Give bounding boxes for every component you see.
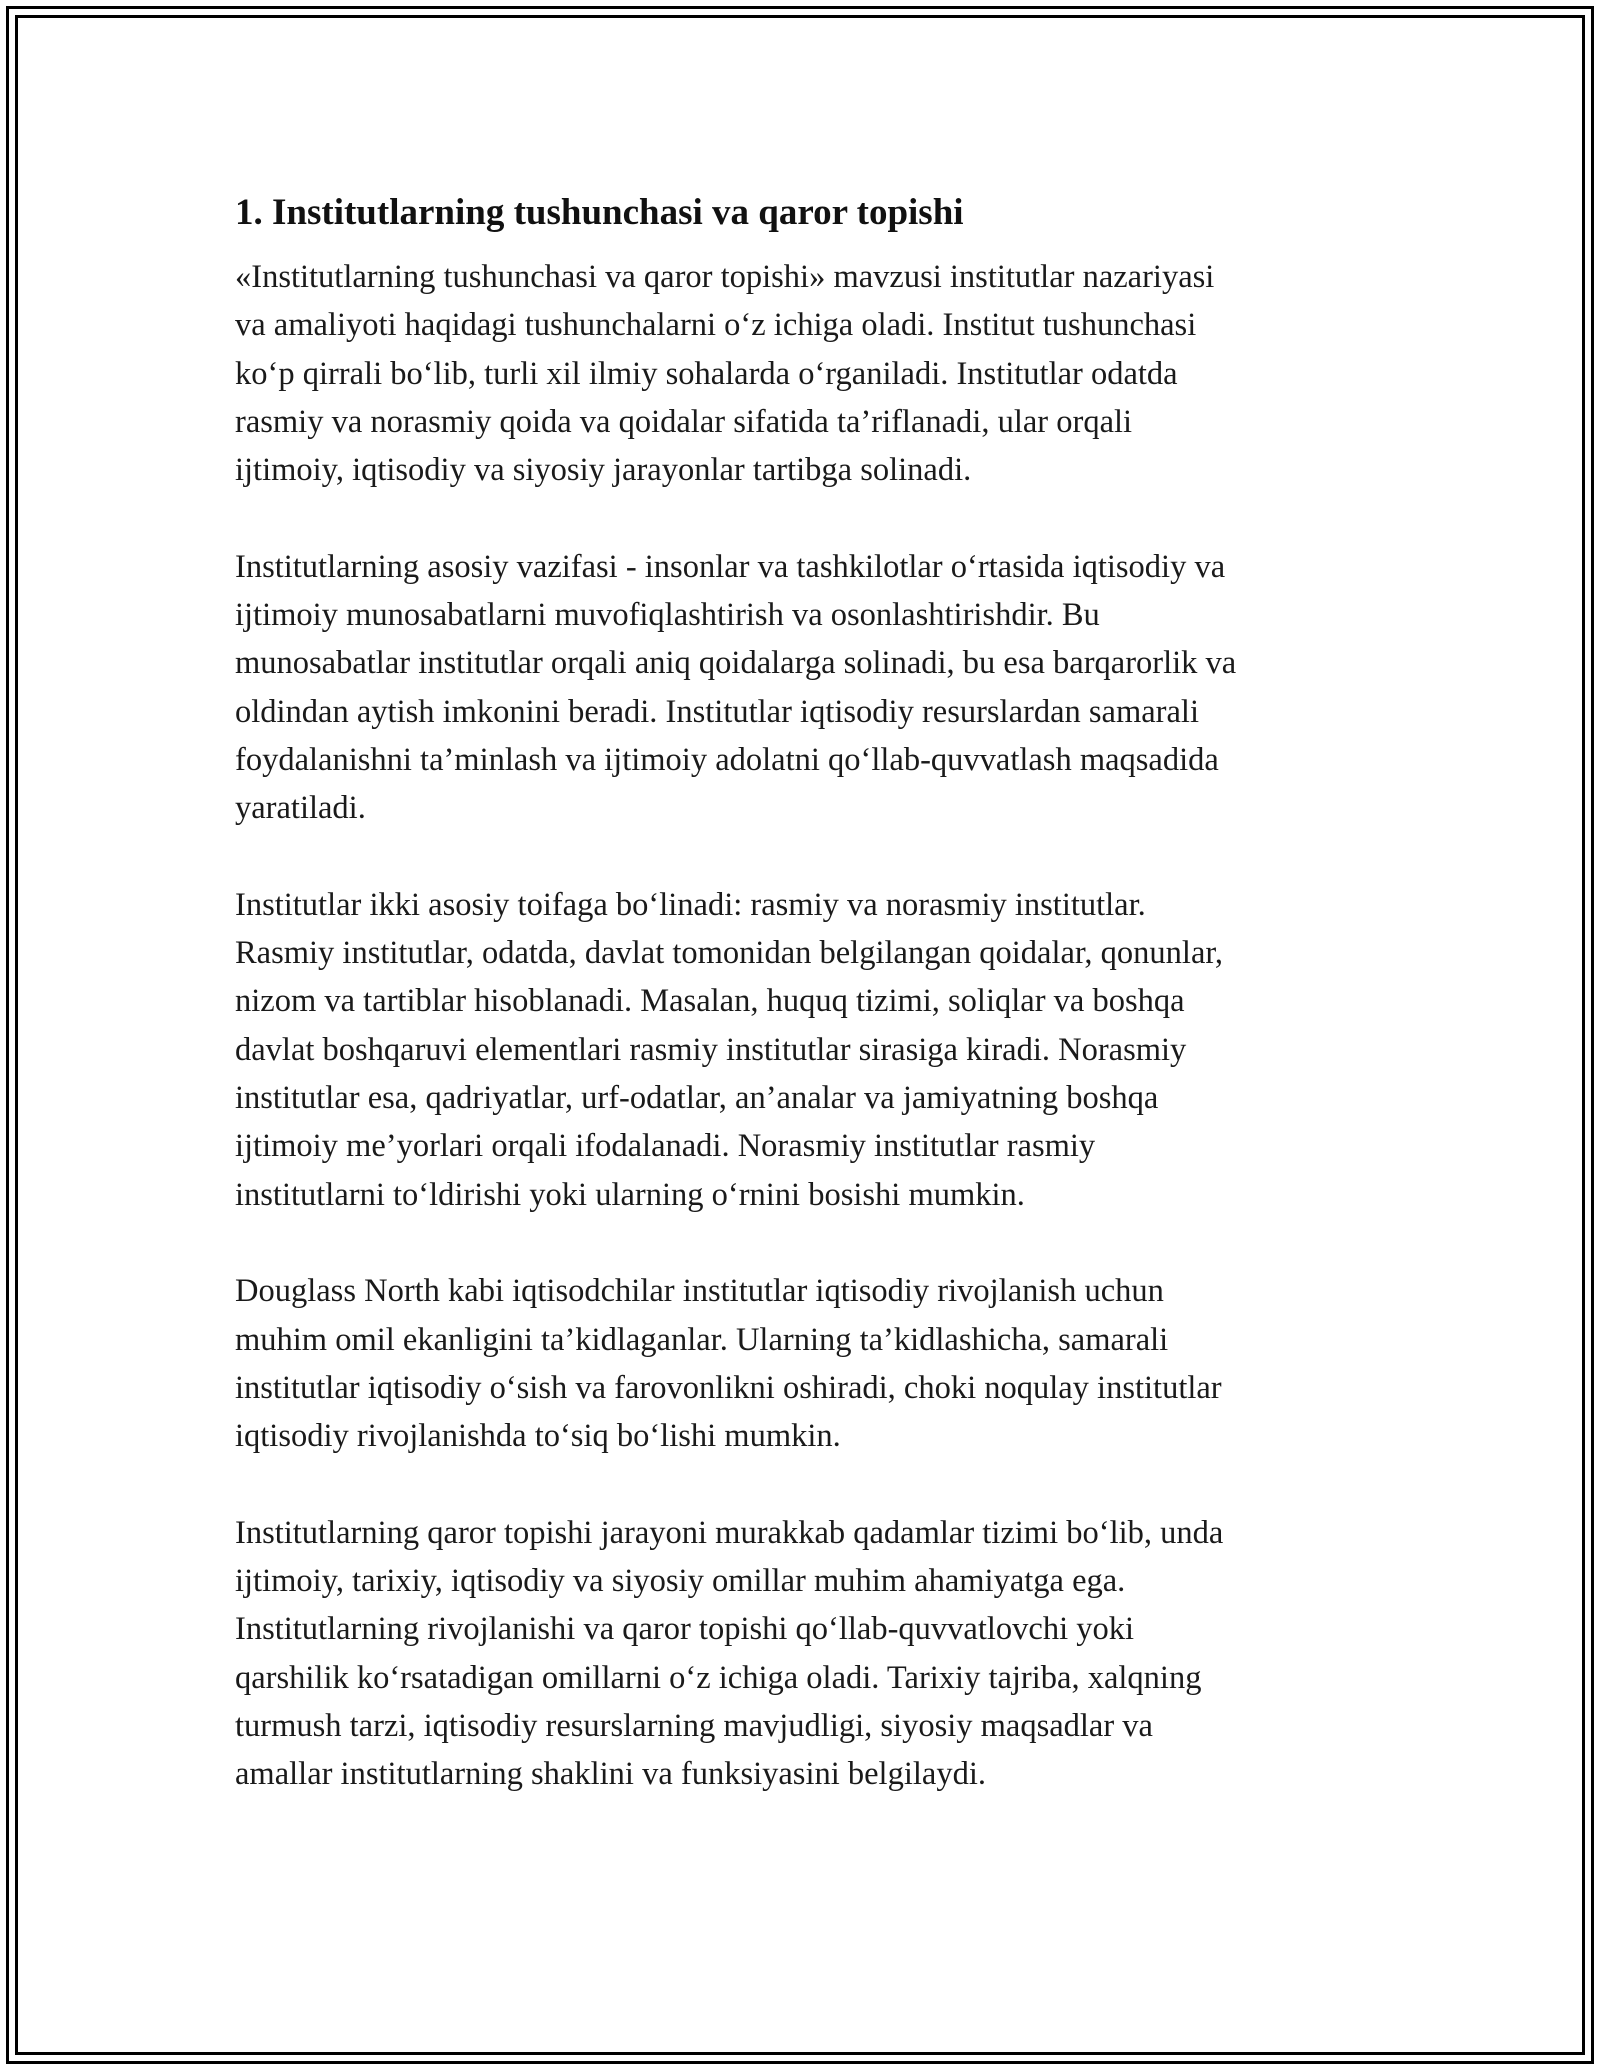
paragraph-line: turmush tarzi, iqtisodiy resurslarning mavjudligi, siyosiy maqsadlar va <box>235 1707 1153 1744</box>
paragraph-line: va amaliyoti haqidagi tushunchalarni o‘z ichiga oladi. Institut tushunchasi <box>235 307 1197 344</box>
paragraph-line: foydalanishni ta’minlash va ijtimoiy adolatni qo‘llab-quvvatlash maqsadida <box>235 741 1219 778</box>
paragraph-line: muhim omil ekanligini ta’kidlaganlar. Ularning ta’kidlashicha, samarali <box>235 1321 1169 1358</box>
document-title: 1. Institutlarning tushunchasi va qaror topishi <box>235 192 964 233</box>
paragraph-line: «Institutlarning tushunchasi va qaror topishi» mavzusi institutlar nazariyasi <box>235 259 1215 295</box>
paragraph-5 <box>235 1509 1380 1799</box>
paragraph-line: Rasmiy institutlar, odatda, davlat tomonidan belgilangan qoidalar, qonunlar, <box>235 935 1224 972</box>
document-body <box>235 186 1380 1847</box>
paragraph-line: qarshilik ko‘rsatadigan omillarni o‘z ichiga oladi. Tarixiy tajriba, xalqning <box>235 1659 1202 1696</box>
paragraph-line: ijtimoiy, tarixiy, iqtisodiy va siyosiy omillar muhim ahamiyatga ega. <box>235 1563 1126 1600</box>
paragraph-4 <box>235 1267 1380 1460</box>
paragraph-line: Douglass North kabi iqtisodchilar institutlar iqtisodiy rivojlanish uchun <box>235 1273 1164 1310</box>
paragraph-line: Institutlarning asosiy vazifasi - insonlar va tashkilotlar o‘rtasida iqtisodiy va <box>235 548 1226 585</box>
paragraph-line: ijtimoiy me’yorlari orqali ifodalanadi. Norasmiy institutlar rasmiy <box>235 1128 1096 1165</box>
paragraph-3 <box>235 881 1380 1219</box>
paragraph-line: institutlar iqtisodiy o‘sish va farovonlikni oshiradi, choki noqulay institutlar <box>235 1369 1222 1406</box>
paragraph-line: institutlar esa, qadriyatlar, urf-odatlar, an’analar va jamiyatning boshqa <box>235 1080 1159 1117</box>
paragraph-line: iqtisodiy rivojlanishda to‘siq bo‘lishi mumkin. <box>235 1418 841 1455</box>
paragraph-line: amallar institutlarning shaklini va funksiyasini belgilaydi. <box>235 1756 986 1793</box>
paragraph-2 <box>235 543 1380 833</box>
paragraph-line: ijtimoiy, iqtisodiy va siyosiy jarayonlar tartibga solinadi. <box>235 452 972 489</box>
paragraph-line: ko‘p qirrali bo‘lib, turli xil ilmiy sohalarda o‘rganiladi. Institutlar odatda <box>235 355 1178 392</box>
paragraph-line: institutlarni to‘ldirishi yoki ularning o‘rnini bosishi mumkin. <box>235 1176 1025 1213</box>
paragraph-line: davlat boshqaruvi elementlari rasmiy institutlar sirasiga kiradi. Norasmiy <box>235 1031 1187 1068</box>
paragraph-line: Institutlarning qaror topishi jarayoni murakkab qadamlar tizimi bo‘lib, unda <box>235 1514 1224 1551</box>
paragraph-line: Institutlarning rivojlanishi va qaror topishi qo‘llab-quvvatlovchi yoki <box>235 1611 1135 1648</box>
paragraph-line: oldindan aytish imkonini beradi. Institutlar iqtisodiy resurslardan samarali <box>235 693 1199 730</box>
paragraph-line: nizom va tartiblar hisoblanadi. Masalan, huquq tizimi, soliqlar va boshqa <box>235 983 1185 1020</box>
paragraph-line: yaratiladi. <box>235 790 366 827</box>
paragraph-1 <box>235 253 1380 494</box>
paragraph-line: Institutlar ikki asosiy toifaga bo‘linadi: rasmiy va norasmiy institutlar. <box>235 886 1146 923</box>
paragraph-line: ijtimoiy munosabatlarni muvofiqlashtirish va osonlashtirishdir. Bu <box>235 597 1100 634</box>
paragraph-line: rasmiy va norasmiy qoida va qoidalar sifatida ta’riflanadi, ular orqali <box>235 403 1133 440</box>
paragraph-line: munosabatlar institutlar orqali aniq qoidalarga solinadi, bu esa barqarorlik va <box>235 645 1237 682</box>
